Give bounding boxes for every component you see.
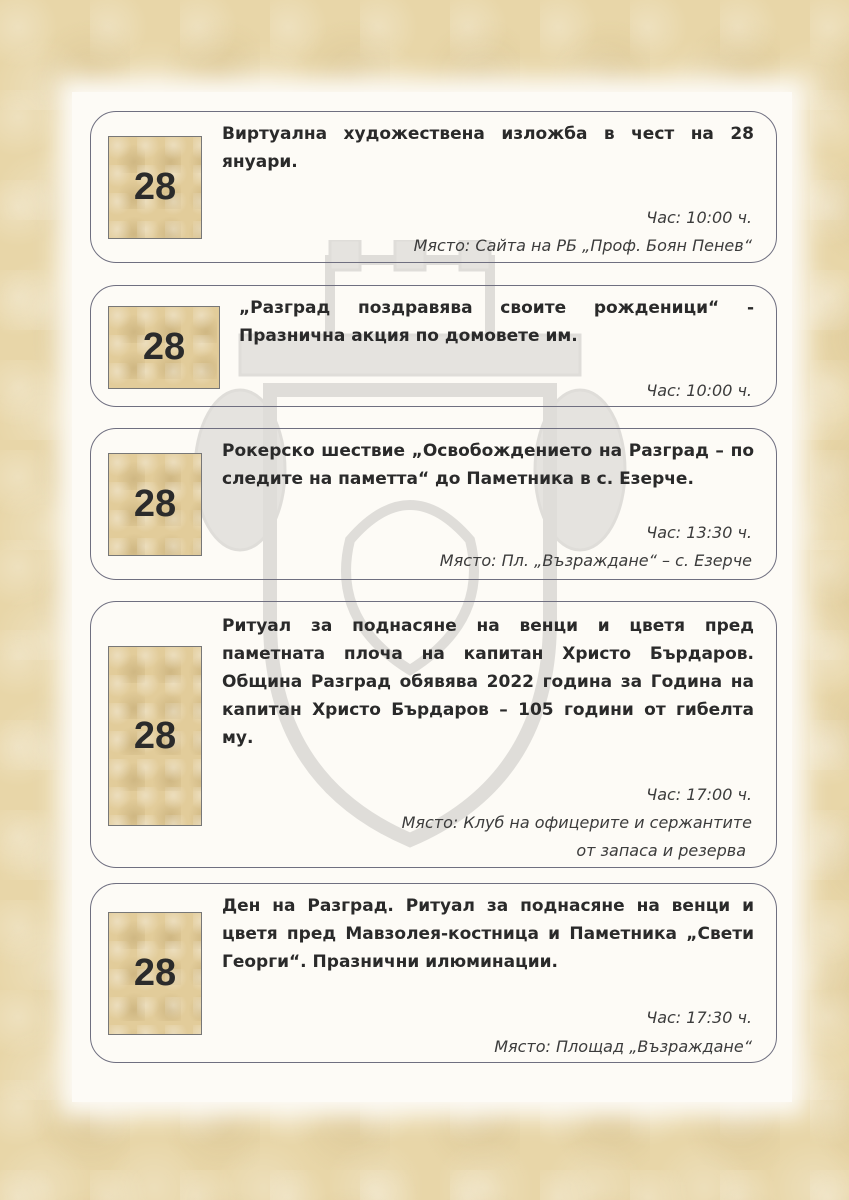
- event-time: Час: 10:00 ч.: [646, 381, 752, 400]
- event-card-1: [90, 111, 777, 263]
- event-card-4: [90, 601, 777, 868]
- event-place-line-1: Място: Клуб на офицерите и сержантите: [401, 813, 752, 832]
- event-date-box: 28: [108, 136, 202, 239]
- event-card-5: [90, 883, 777, 1063]
- event-title: Ритуал за поднасяне на венци и цветя пред паметната плоча на капитан Христо Бърдаров. Община Разград обявява 2022 година за Година на капитан Христо Бърдаров – 105 години от гибелта му.: [222, 616, 754, 748]
- event-date-box: 28: [108, 306, 220, 389]
- event-date-box: 28: [108, 646, 202, 826]
- event-date-box: 28: [108, 912, 202, 1035]
- event-place: Място: Сайта на РБ „Проф. Боян Пенев“: [413, 236, 752, 255]
- event-time: Час: 10:00 ч.: [646, 208, 752, 227]
- event-place: Място: Площад „Възраждане“: [494, 1037, 752, 1056]
- event-title: „Разград поздравява своите рожденици“ - Празнична акция по домовете им.: [239, 298, 754, 346]
- event-title: Виртуална художествена изложба в чест на 28 януари.: [222, 124, 754, 172]
- event-time: Час: 17:00 ч.: [646, 785, 752, 804]
- event-date-box: 28: [108, 453, 202, 556]
- event-card-2: [90, 285, 777, 407]
- event-place-line-2: от запаса и резерва: [576, 841, 746, 860]
- event-time: Час: 13:30 ч.: [646, 523, 752, 542]
- event-card-3: [90, 428, 777, 580]
- event-title: Рокерско шествие „Освобождението на Разград – по следите на паметта“ до Паметника в с. Езерче.: [222, 441, 754, 489]
- event-time: Час: 17:30 ч.: [646, 1008, 752, 1027]
- event-title: Ден на Разград. Ритуал за поднасяне на венци и цветя пред Мавзолея-костница и Паметника „Свети Георги“. Празнични илюминации.: [222, 896, 754, 972]
- event-place: Място: Пл. „Възраждане“ – с. Езерче: [439, 551, 752, 570]
